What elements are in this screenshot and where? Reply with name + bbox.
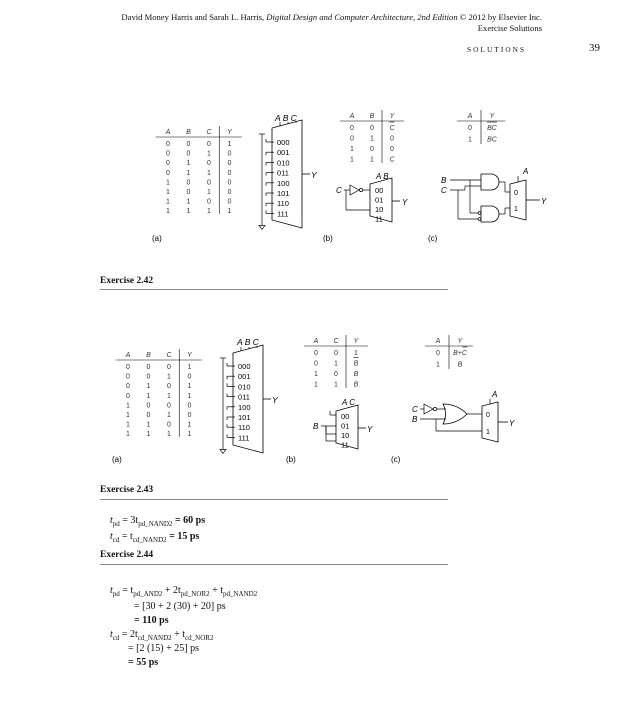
fig1-c-in-c: C [441, 186, 447, 195]
fig2-c-mux-in1: 1 [486, 429, 490, 436]
table-cell: 1 [370, 156, 374, 164]
table-cell: 1 [166, 179, 170, 187]
fig2-mux8-select: A B C [237, 337, 259, 347]
table-cell: 0 [166, 141, 170, 148]
table-cell: 1 [126, 421, 130, 429]
table-cell: 0 [314, 350, 318, 357]
mux-input-label: 010 [277, 158, 290, 168]
table-cell: 0 [126, 364, 130, 371]
table-cell: 1 [167, 412, 171, 419]
mux-input-label: 00 [341, 412, 350, 421]
table-cell: 0 [186, 150, 191, 158]
exercise-2-44-heading: Exercise 2.44 [100, 550, 154, 560]
table-cell: 1 [227, 208, 232, 216]
fig2-mux8-inputs [220, 358, 251, 453]
table-cell: 1 [187, 392, 192, 400]
table-cell: 1 [207, 189, 211, 196]
table-cell: 1 [167, 373, 171, 381]
fig1-c-select: A [523, 167, 529, 176]
fig1-c-output: Y [541, 197, 547, 206]
table-cell: 0 [186, 189, 191, 196]
inverter-symbol [424, 404, 433, 414]
table-cell: B [457, 361, 463, 369]
table-cell: 1 [146, 431, 151, 439]
table-cell: 1 [334, 381, 338, 389]
table-cell: 1 [167, 392, 171, 400]
table-header: Y [227, 129, 232, 136]
mux-input-label: 10 [375, 205, 384, 214]
table-cell: 0 [167, 402, 171, 410]
mux-input-label: 000 [277, 138, 290, 147]
mux-input-label: 100 [277, 178, 290, 188]
table-cell: B [353, 360, 359, 368]
table-header: C [333, 338, 339, 345]
table-cell: 0 [207, 141, 211, 148]
table-header: Y [489, 113, 495, 120]
mux-input-label: 010 [238, 382, 251, 392]
table-cell: 1 [146, 392, 151, 400]
divider [100, 499, 448, 500]
table-cell: 1 [207, 169, 211, 177]
table-cell: 1 [166, 208, 170, 216]
table-cell: 1 [314, 381, 318, 389]
table-cell: 0 [207, 198, 211, 206]
table-cell: 0 [146, 373, 151, 381]
table-cell: 1 [166, 198, 170, 206]
table-cell: 0 [166, 150, 170, 158]
fig2-c-mux [482, 402, 498, 442]
table-header: C [166, 352, 172, 359]
table-cell: 0 [167, 421, 171, 429]
table-cell: 1 [186, 169, 191, 177]
table-cell: 0 [146, 364, 151, 371]
fig1-mux8-select: A B C [275, 113, 297, 123]
fig2-mux4-select: A C [342, 398, 356, 407]
table-cell: 0 [187, 412, 192, 419]
table-cell: 0 [370, 146, 374, 153]
table-cell: 0 [390, 135, 394, 143]
mux-input-label: 00 [375, 186, 384, 195]
table-cell: 1 [314, 371, 318, 378]
fig2-c-select: A [492, 390, 498, 399]
exercise-2-42-heading: Exercise 2.42 [100, 276, 154, 286]
ground-icon [220, 449, 226, 453]
fig1-mux8-output: Y [311, 170, 317, 180]
ex244-line3: = 110 ps [134, 615, 169, 626]
mux-input-label: 001 [238, 372, 251, 382]
fig1-mux4-in-label: C [336, 186, 342, 195]
table-cell: 1 [146, 383, 151, 391]
mux-input-label: 01 [341, 421, 350, 431]
table-cell: BC [487, 136, 497, 144]
table-cell: 0 [314, 360, 318, 368]
table-cell: 1 [126, 431, 130, 439]
fig2-label-a: (a) [112, 455, 122, 464]
table-cell: BC [487, 125, 497, 132]
table-cell: 0 [390, 146, 394, 153]
book-title: Digital Design and Computer Architecture, 2nd Edition [266, 12, 458, 22]
fig2-mux8-output: Y [272, 395, 278, 405]
fig2-label-c: (c) [391, 455, 401, 464]
fig1-c-mux-in0: 0 [514, 190, 518, 197]
fig1-label-b: (b) [323, 234, 333, 243]
table-cell: 1 [126, 412, 130, 419]
fig2-mux4-in-label: B [313, 422, 319, 431]
table-cell: 0 [187, 373, 192, 381]
table-cell: 1 [354, 350, 358, 357]
table-header: A [313, 338, 319, 345]
table-cell: 0 [350, 125, 354, 132]
ex244-line2: = [30 + 2 (30) + 20] ps [134, 601, 226, 612]
fig2-c-in-c: C [412, 405, 418, 414]
table-cell: 1 [187, 431, 192, 439]
table-cell: 1 [186, 208, 191, 216]
table-cell: 0 [227, 150, 232, 158]
table-cell: 0 [207, 179, 211, 187]
table-cell: 0 [126, 373, 130, 381]
mux-input-label: 011 [277, 168, 289, 178]
table-header: A [349, 113, 355, 120]
table-cell: 0 [166, 169, 170, 177]
table-cell: 0 [207, 160, 211, 168]
section-label: SOLUTIONS [467, 45, 527, 54]
fig1-label-c: (c) [428, 234, 438, 243]
mux-input-label: 101 [238, 413, 251, 422]
header-subtitle: Exercise Solutions [477, 23, 542, 33]
table-header: A [467, 113, 473, 120]
mux-input-label: 11 [375, 214, 383, 224]
mux-input-label: 001 [277, 148, 290, 158]
ex243-tcd: $t_{cd} = t_{cd\_NAND2} = 15$ ps [110, 531, 200, 544]
fig2-label-b: (b) [286, 455, 296, 464]
table-cell: B [353, 381, 359, 389]
fig2-table-b [304, 335, 368, 389]
authors: David Money Harris and Sarah L. Harris, [121, 12, 267, 22]
ex243-tpd: $t_{pd} = 3t_{pd\_NAND2} = 60$ ps [110, 515, 206, 528]
fig2-truth-table [116, 349, 202, 438]
fig2-c-output: Y [509, 419, 515, 428]
fig2-table-c [425, 335, 473, 369]
mux-input-label: 110 [277, 199, 289, 209]
table-cell: 1 [227, 141, 232, 148]
fig2-mux4-output: Y [367, 425, 373, 434]
table-cell: C [389, 125, 395, 132]
table-cell: 1 [436, 361, 440, 369]
table-header: Y [353, 338, 359, 345]
table-header: A [435, 338, 441, 345]
page-number: 39 [589, 42, 600, 54]
table-cell: 0 [436, 350, 440, 357]
table-cell: 0 [126, 383, 130, 391]
or-gate [443, 404, 467, 424]
table-cell: 1 [126, 402, 130, 410]
table-header: B [369, 113, 375, 120]
mux-input-label: 01 [375, 195, 384, 205]
table-cell: 0 [370, 125, 374, 132]
table-cell: 1 [207, 208, 211, 216]
fig2-c-mux-in0: 0 [486, 412, 490, 419]
fig1-mux4-output: Y [402, 198, 408, 207]
table-cell: 0 [186, 141, 191, 148]
table-header: B [186, 129, 191, 136]
table-cell: 0 [227, 198, 232, 206]
table-header: Y [187, 352, 192, 359]
mux-input-label: 100 [238, 402, 251, 412]
table-cell: 0 [167, 383, 171, 391]
table-cell: 0 [166, 160, 170, 168]
table-cell: 0 [167, 364, 171, 371]
mux-input-label: 111 [277, 209, 289, 219]
divider [100, 564, 448, 565]
table-header: A [165, 129, 171, 136]
table-header: C [206, 129, 212, 136]
ex244-line5: = [2 (15) + 25] ps [128, 643, 199, 654]
table-cell: 1 [207, 150, 211, 158]
table-cell: 0 [468, 125, 472, 132]
table-header: B [146, 352, 151, 359]
table-cell: 0 [334, 371, 338, 378]
table-cell: 1 [186, 198, 191, 206]
table-cell: B+C [453, 350, 467, 357]
mux-input-label: 110 [238, 423, 250, 433]
table-cell: 1 [350, 156, 354, 164]
table-cell: C [389, 156, 395, 164]
fig1-mux4-select: A B [376, 172, 389, 181]
table-header: Y [457, 338, 463, 345]
table-cell: B [353, 371, 359, 378]
table-cell: 1 [146, 421, 151, 429]
table-cell: 0 [227, 160, 232, 168]
mux-input-label: 111 [238, 433, 250, 443]
table-cell: 0 [227, 169, 232, 177]
fig1-c-in-b: B [441, 176, 447, 185]
table-cell: 0 [227, 189, 232, 196]
mux-input-label: 10 [341, 431, 350, 440]
table-header: Y [389, 113, 395, 120]
mux-input-label: 11 [341, 440, 349, 450]
table-cell: 1 [166, 189, 170, 196]
exercise-2-43-heading: Exercise 2.43 [100, 485, 154, 495]
table-header: A [125, 352, 131, 359]
table-cell: 1 [186, 160, 191, 168]
table-cell: 0 [334, 350, 338, 357]
table-cell: 1 [187, 421, 192, 429]
table-cell: 1 [187, 383, 192, 391]
table-cell: 0 [186, 179, 191, 187]
table-cell: 0 [126, 392, 130, 400]
fig2-mux4-inputs [341, 412, 349, 450]
table-cell: 1 [187, 364, 192, 371]
ex244-line6: = 55 ps [128, 657, 159, 668]
table-cell: 0 [187, 402, 192, 410]
ex244-tpd: $t_{pd} = t_{pd\_AND2} + 2t_{pd\_NOR2} + t_{pd\_NAND2}$ [110, 585, 258, 598]
table-cell: 1 [468, 136, 472, 144]
table-cell: 0 [146, 402, 151, 410]
table-cell: 0 [227, 179, 232, 187]
fig2-c-in-b: B [412, 415, 418, 424]
copyright: © 2012 by Elsevier Inc. [457, 12, 542, 22]
ex244-tcd: $t_{cd} = 2t_{cd\_NAND2} + t_{cd\_NOR2}$ [110, 629, 214, 642]
mux-input-label: 101 [277, 189, 290, 198]
fig1-c-mux-in1: 1 [514, 206, 518, 213]
table-cell: 1 [370, 135, 374, 143]
table-cell: 0 [146, 412, 151, 419]
mux-input-label: 011 [238, 392, 250, 402]
table-cell: 1 [334, 360, 338, 368]
table-cell: 1 [350, 146, 354, 153]
table-cell: 1 [167, 431, 171, 439]
fig1-label-a: (a) [152, 234, 162, 243]
table-cell: 0 [350, 135, 354, 143]
mux-input-label: 000 [238, 362, 251, 371]
